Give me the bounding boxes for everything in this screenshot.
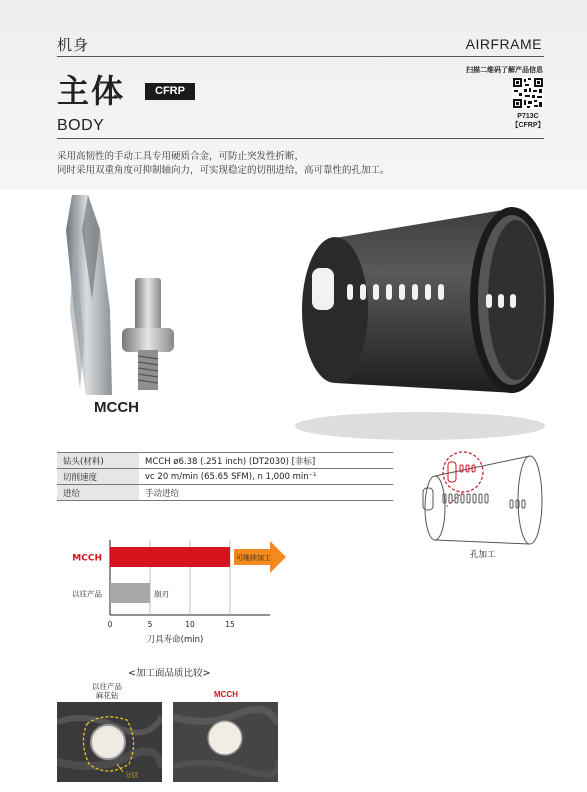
spec-key: 进给	[57, 485, 139, 501]
comparison-title: <加工面品质比较>	[128, 668, 211, 679]
chart-bar	[110, 547, 230, 567]
chart-tick-label: 15	[225, 620, 235, 629]
spec-key: 钻头(材料)	[57, 453, 139, 469]
divider	[57, 56, 544, 57]
chart-bar	[110, 583, 150, 603]
qr-code-label: P713C 【CFRP】	[511, 113, 545, 129]
airframe-cylinder-image	[290, 198, 560, 443]
chart-category-label: 以往产品	[72, 589, 102, 599]
spec-table	[57, 452, 393, 501]
hole-machining-diagram	[415, 448, 545, 548]
conventional-hole-photo	[57, 702, 162, 782]
hole-machining-label: 孔加工	[470, 550, 496, 560]
chart-tick-label: 0	[107, 620, 113, 629]
page-subtitle: BODY	[57, 117, 105, 134]
chart-tick-label: 10	[185, 620, 195, 629]
conventional-label: 以往产品 麻花钻	[92, 682, 122, 700]
delamination-note: 分层	[125, 771, 138, 779]
chart-data-label: 崩刃	[154, 589, 169, 599]
chart-x-axis-label: 刀具寿命(min)	[146, 635, 204, 645]
chart-tick-label: 5	[147, 620, 153, 629]
tool-life-chart	[60, 530, 300, 645]
product-name: MCCH	[94, 399, 139, 416]
spec-value: 手动进给	[139, 485, 393, 501]
category-heading: 机身	[57, 36, 90, 54]
product-description: 采用高韧性的手动工具专用硬质合金，可防止突发性折断， 同时采用双重角度可抑制轴向力，可实现稳定的切削进给，高可靠性的孔加工。	[57, 151, 390, 176]
chart-category-label: MCCH	[72, 553, 102, 564]
divider	[57, 138, 544, 139]
section-heading: AIRFRAME	[465, 36, 542, 52]
material-badge: CFRP	[145, 83, 195, 100]
table-row	[57, 485, 393, 501]
spec-value: vc 20 m/min (65.65 SFM), n 1,000 min⁻¹	[139, 469, 393, 485]
spec-key: 切削速度	[57, 469, 139, 485]
page-title: 主体	[57, 72, 126, 110]
qr-caption: 扫描二维码了解产品信息	[466, 66, 543, 74]
table-row	[57, 453, 393, 469]
table-row	[57, 469, 393, 485]
chart-data-label: 可继续加工	[236, 554, 271, 562]
spec-value: MCCH ø6.38 (.251 inch) (DT2030) [非标]	[139, 453, 393, 469]
qr-code-icon[interactable]	[512, 77, 544, 109]
drill-bit-image	[60, 190, 180, 395]
mcch-hole-photo	[173, 702, 278, 782]
mcch-photo-label: MCCH	[214, 690, 238, 699]
